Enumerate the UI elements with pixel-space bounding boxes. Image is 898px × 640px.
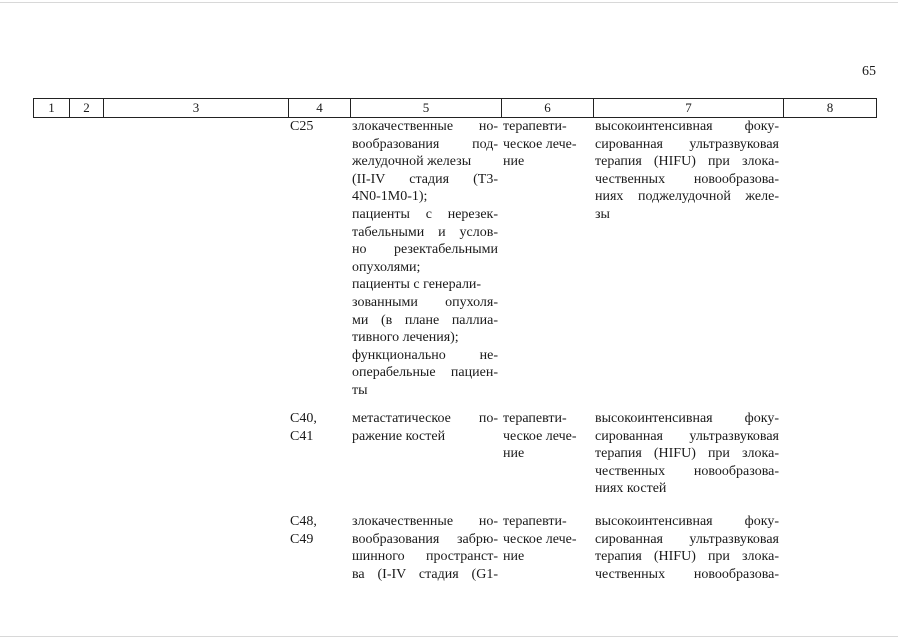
treatment-line: ние: [503, 446, 525, 462]
table-header-row: [33, 98, 877, 118]
method-line: терапия (HIFU) при злока-: [595, 446, 779, 462]
row-2-treatment: [503, 410, 589, 463]
method-line: терапия (HIFU) при злока-: [595, 549, 779, 565]
row-3-diagnosis: [352, 513, 498, 583]
method-line: зы: [595, 206, 610, 222]
treatment-line: ческое лече-: [503, 428, 577, 444]
diagnosis-line: ва (I-IV стадия (G1-: [352, 566, 498, 582]
row-3-treatment: [503, 513, 589, 566]
treatment-line: терапевти-: [503, 411, 567, 426]
treatment-line: ние: [503, 154, 525, 170]
header-col-7: 7: [594, 99, 784, 117]
code-line: C41: [290, 428, 314, 444]
diagnosis-line: пациенты с генерали-: [352, 277, 482, 293]
row-3-method: [595, 513, 779, 583]
method-line: чественных новообразова-: [595, 463, 779, 479]
header-col-2: 2: [70, 99, 104, 117]
diagnosis-line: шинного пространст-: [352, 549, 498, 565]
diagnosis-line: пациенты с нерезек-: [352, 206, 498, 222]
diagnosis-line: ражение костей: [352, 428, 446, 444]
method-line: высокоинтенсивная фоку-: [595, 514, 779, 529]
diagnosis-line: ми (в плане паллиа-: [352, 312, 498, 328]
diagnosis-line: зованными опухоля-: [352, 294, 498, 310]
header-col-4: 4: [289, 99, 351, 117]
scan-edge-top: [0, 2, 898, 3]
diagnosis-line: табельными и услов-: [352, 224, 498, 240]
header-col-6: 6: [502, 99, 594, 117]
method-line: ниях костей: [595, 481, 667, 497]
row-2-method: [595, 410, 779, 498]
header-col-1: 1: [34, 99, 70, 117]
diagnosis-line: (II-IV стадия (T3-: [352, 171, 498, 187]
diagnosis-line: 4N0-1M0-1);: [352, 189, 428, 205]
header-col-5: 5: [351, 99, 502, 117]
diagnosis-line: но резектабельными: [352, 242, 498, 258]
row-1-diagnosis: [352, 118, 498, 400]
diagnosis-line: вообразования под-: [352, 136, 498, 152]
diagnosis-line: злокачественные но-: [352, 119, 498, 134]
method-line: сированная ультразвуковая: [595, 531, 779, 547]
method-line: сированная ультразвуковая: [595, 428, 779, 444]
diagnosis-line: опухолями;: [352, 259, 421, 275]
treatment-line: терапевти-: [503, 119, 567, 134]
method-line: высокоинтенсивная фоку-: [595, 119, 779, 134]
treatment-line: ние: [503, 549, 525, 565]
diagnosis-line: злокачественные но-: [352, 514, 498, 529]
row-1-method: [595, 118, 779, 224]
treatment-line: ческое лече-: [503, 136, 577, 152]
row-1-treatment: [503, 118, 589, 171]
row-3-code: [290, 513, 317, 548]
row-2-code: [290, 410, 317, 445]
diagnosis-line: операбельные пациен-: [352, 365, 498, 381]
header-col-8: 8: [826, 100, 834, 115]
diagnosis-line: вообразования забрю-: [352, 531, 498, 547]
code-line: C25: [290, 119, 314, 134]
treatment-line: терапевти-: [503, 514, 567, 529]
method-line: сированная ультразвуковая: [595, 136, 779, 152]
header-col-3: 3: [104, 99, 289, 117]
method-line: чественных новообразова-: [595, 171, 779, 187]
method-line: высокоинтенсивная фоку-: [595, 411, 779, 426]
code-line: C40,: [290, 411, 317, 426]
code-line: C49: [290, 531, 314, 547]
diagnosis-line: ты: [352, 382, 368, 398]
page-number: 65: [862, 64, 876, 79]
method-line: чественных новообразова-: [595, 566, 779, 582]
diagnosis-line: метастатическое по-: [352, 411, 498, 426]
code-line: C48,: [290, 514, 317, 529]
diagnosis-line: тивного лечения);: [352, 330, 459, 346]
scan-edge-bottom: [0, 636, 898, 637]
row-1-code: [290, 118, 313, 136]
method-line: ниях поджелудочной желе-: [595, 189, 779, 205]
method-line: терапия (HIFU) при злока-: [595, 154, 779, 170]
row-2-diagnosis: [352, 410, 498, 445]
treatment-line: ческое лече-: [503, 531, 577, 547]
diagnosis-line: желудочной железы: [352, 154, 472, 170]
diagnosis-line: функционально не-: [352, 347, 498, 363]
